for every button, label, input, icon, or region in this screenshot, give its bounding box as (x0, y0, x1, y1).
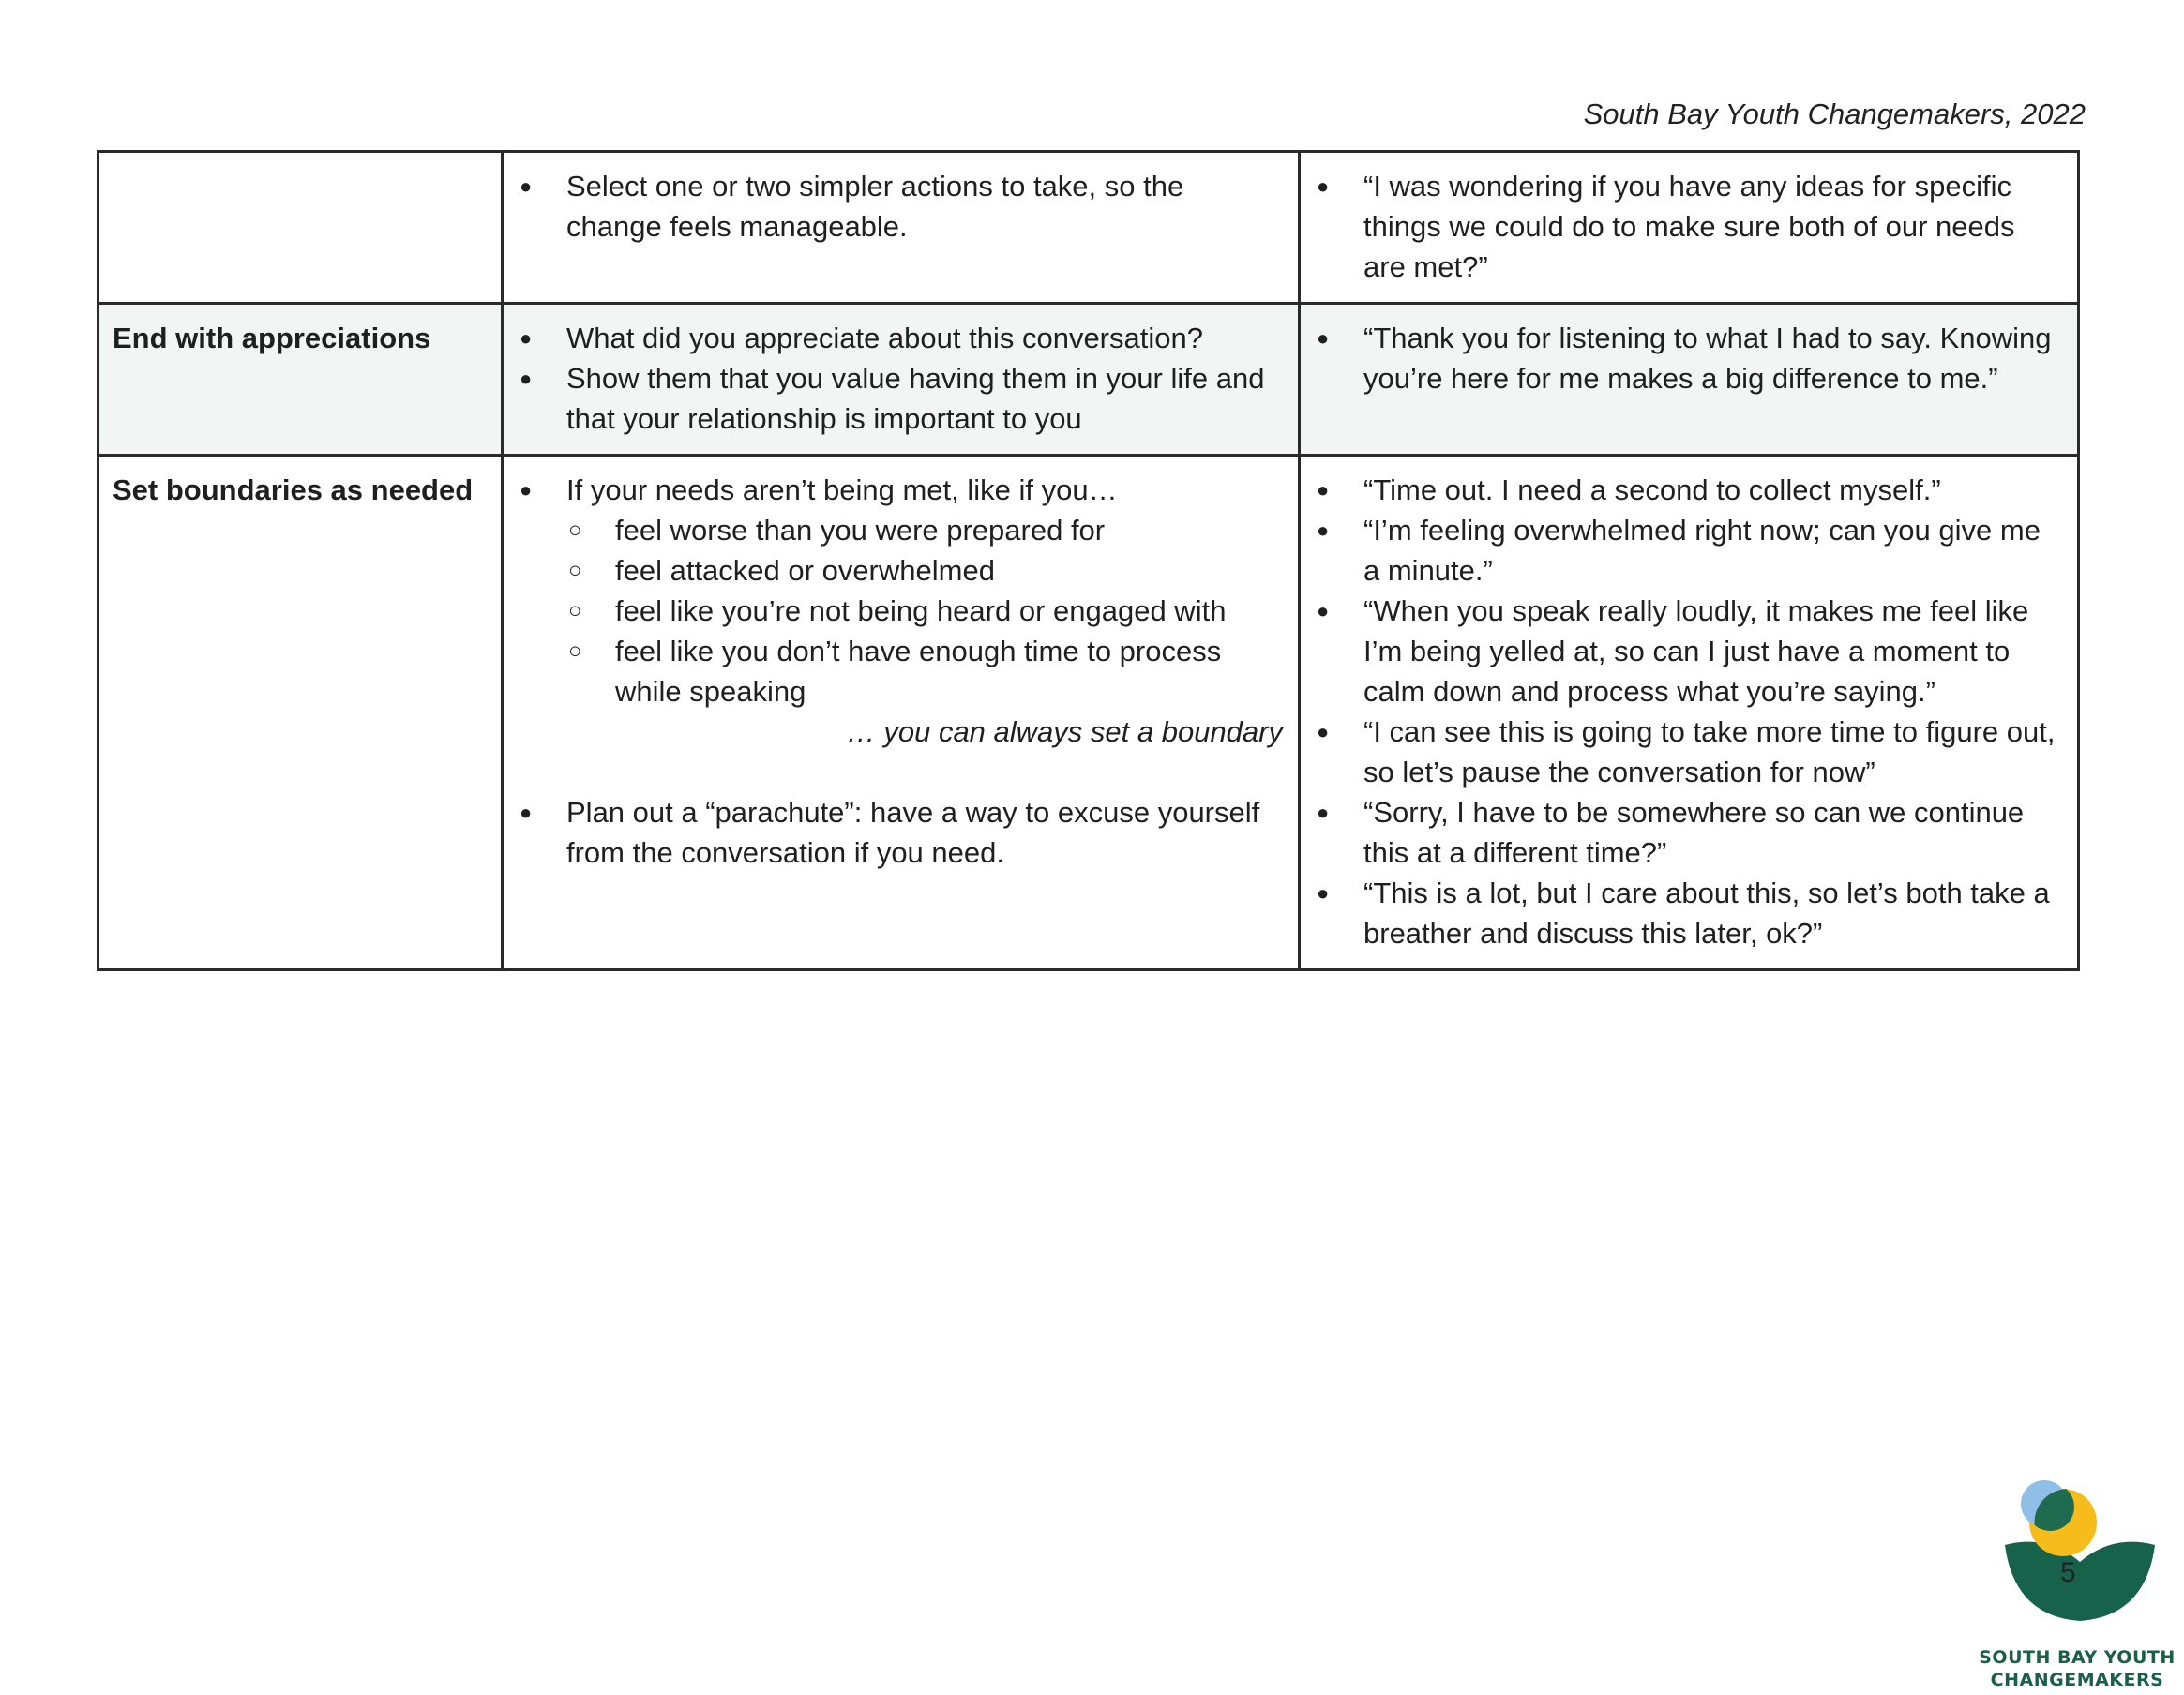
examples-cell (1300, 304, 2079, 456)
example-item: ● “I’m feeling overwhelmed right now; can you give me a minute.” (1314, 510, 2064, 591)
tips-cell (503, 152, 1300, 304)
row-label: End with appreciations (98, 304, 503, 456)
tips-cell (503, 456, 1300, 970)
tip-item: ● What did you appreciate about this conversation? (517, 318, 1285, 358)
sub-tip-item: ○ feel attacked or overwhelmed (566, 550, 1285, 591)
example-item: ● “Time out. I need a second to collect myself.” (1314, 470, 2064, 510)
tip-item (517, 470, 1285, 792)
conversation-guide-table (97, 150, 2080, 971)
examples-cell (1300, 152, 2079, 304)
sprout-logo-icon (1996, 1478, 2164, 1646)
example-item: ● “I can see this is going to take more time to figure out, so let’s pause the conversation for now” (1314, 712, 2064, 792)
row-label (98, 152, 503, 304)
table-row (98, 456, 2079, 970)
tip-intro: If your needs aren’t being met, like if you… (566, 473, 1118, 506)
boundary-note: … you can always set a boundary (846, 715, 1283, 748)
examples-cell (1300, 456, 2079, 970)
table-row (98, 304, 2079, 456)
sub-tip-item: ○ feel worse than you were prepared for (566, 510, 1285, 550)
example-item: ● “I was wondering if you have any ideas for specific things we could do to make sure both of our needs are met?” (1314, 166, 2064, 287)
example-item: ● “Thank you for listening to what I had to say. Knowing you’re here for me makes a big difference to me.” (1314, 318, 2064, 398)
document-source-header: South Bay Youth Changemakers, 2022 (1583, 98, 2086, 130)
logo-wordmark-line: SOUTH BAY YOUTH (1979, 1647, 2176, 1668)
logo-wordmark (1967, 1646, 2184, 1691)
sub-tip-item: ○ feel like you’re not being heard or engaged with (566, 591, 1285, 631)
example-item: ● “Sorry, I have to be somewhere so can we continue this at a different time?” (1314, 792, 2064, 873)
page-number: 5 (2060, 1557, 2076, 1588)
row-label: Set boundaries as needed (98, 456, 503, 970)
tips-cell (503, 304, 1300, 456)
tip-item: ● Show them that you value having them in your life and that your relationship is important to you (517, 358, 1285, 439)
tip-item: ● Plan out a “parachute”: have a way to excuse yourself from the conversation if you need. (517, 792, 1285, 873)
table-row (98, 152, 2079, 304)
tip-item: ● Select one or two simpler actions to take, so the change feels manageable. (517, 166, 1285, 247)
spacer (566, 752, 1285, 792)
example-item: ● “This is a lot, but I care about this, so let’s both take a breather and discuss this later, ok?” (1314, 873, 2064, 953)
sub-tip-item: ○ feel like you don’t have enough time to process while speaking (566, 631, 1285, 712)
sub-tip-list (566, 510, 1285, 712)
logo-wordmark-line: CHANGEMAKERS (1990, 1670, 2164, 1690)
example-item: ● “When you speak really loudly, it makes me feel like I’m being yelled at, so can I just have a moment to calm down and process what you’re saying.” (1314, 591, 2064, 712)
logo-right-leaf (2080, 1542, 2155, 1621)
